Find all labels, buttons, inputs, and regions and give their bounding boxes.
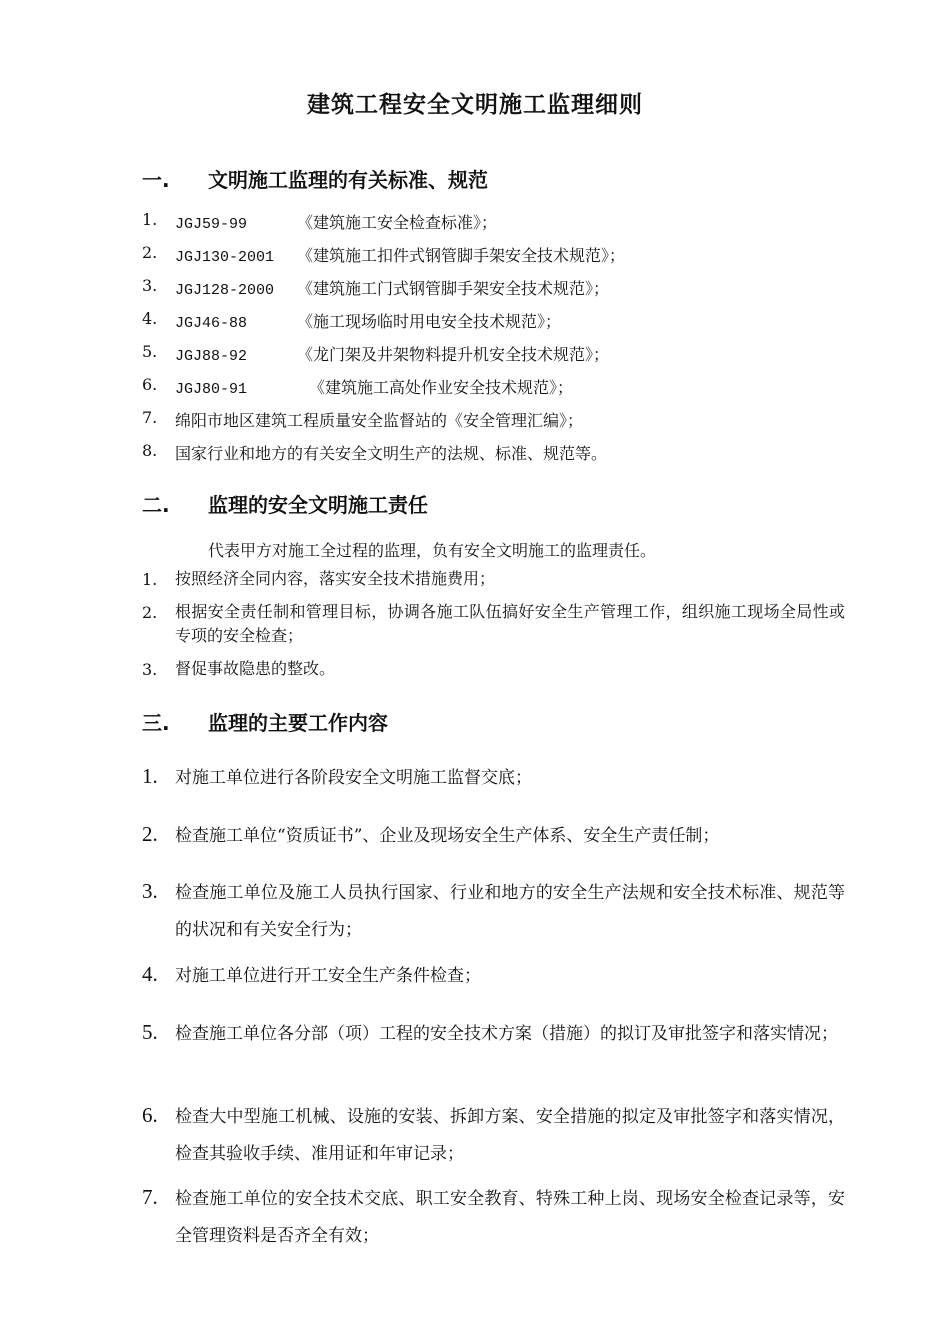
section-intro: 代表甲方对施工全过程的监理，负有安全文明施工的监理责任。 xyxy=(208,541,657,560)
item-number: 1. xyxy=(142,210,158,229)
section-1-heading xyxy=(142,164,488,193)
item-text: 《建筑施工扣件式钢管脚手架安全技术规范》； xyxy=(297,246,626,265)
item-text: 《施工现场临时用电安全技术规范》； xyxy=(297,312,562,331)
standard-code: JGJ130-2001 xyxy=(175,249,275,266)
item-number: 5. xyxy=(142,1020,158,1044)
item-number: 2. xyxy=(142,822,158,846)
item-number: 6. xyxy=(142,1103,158,1127)
item-text: 对施工单位进行各阶段安全文明施工监督交底； xyxy=(175,768,532,788)
item-text: 检查施工单位及施工人员执行国家、行业和地方的安全生产法规和安全技术标准、规范等的状况和有关安全行为； xyxy=(175,883,845,940)
item-number: 4. xyxy=(142,962,158,986)
item-number: 1. xyxy=(142,764,158,788)
item-text: 督促事故隐患的整改。 xyxy=(175,659,336,678)
item-text: 绵阳市地区建筑工程质量安全监督站的《安全管理汇编》； xyxy=(175,411,584,430)
item-number: 5. xyxy=(142,342,158,361)
item-text: 《建筑施工高处作业安全技术规范》； xyxy=(309,378,574,397)
section-number: 一. xyxy=(142,168,170,192)
item-number: 8. xyxy=(142,441,158,460)
standard-code: JGJ59-99 xyxy=(175,216,248,233)
item-number: 2. xyxy=(142,243,158,262)
item-text: 《龙门架及井架物料提升机安全技术规范》； xyxy=(297,345,610,364)
item-text: 按照经济全同内容，落实安全技术措施费用； xyxy=(175,569,496,588)
standard-code: JGJ88-92 xyxy=(175,348,248,365)
item-text: 《建筑施工安全检查标准》； xyxy=(297,213,498,232)
standard-code: JGJ46-88 xyxy=(175,315,248,332)
section-title: 监理的主要工作内容 xyxy=(208,711,388,735)
item-text: 检查施工单位“资质证书”、企业及现场安全生产体系、安全生产责任制； xyxy=(175,826,720,846)
item-number: 6. xyxy=(142,375,158,394)
item-number: 7. xyxy=(142,408,158,427)
item-number: 3. xyxy=(142,276,158,295)
item-text: 检查施工单位的安全技术交底、职工安全教育、特殊工种上岗、现场安全检查记录等，安全管理资料是否齐全有效； xyxy=(175,1189,845,1246)
document-title: 建筑工程安全文明施工监理细则 xyxy=(307,91,643,118)
item-number: 2. xyxy=(142,603,158,622)
item-text: 根据安全责任制和管理目标，协调各施工队伍搞好安全生产管理工作，组织施工现场全局性或专项的安全检查； xyxy=(175,602,845,645)
section-number: 二. xyxy=(142,493,170,517)
item-number: 1. xyxy=(142,570,158,589)
standard-code: JGJ80-91 xyxy=(175,381,248,398)
section-number: 三. xyxy=(142,711,170,735)
item-number: 7. xyxy=(142,1185,158,1209)
section-title: 文明施工监理的有关标准、规范 xyxy=(208,168,488,192)
item-text: 检查施工单位各分部（项）工程的安全技术方案（措施）的拟订及审批签字和落实情况； xyxy=(175,1024,838,1044)
item-number: 3. xyxy=(142,879,158,903)
item-number: 3. xyxy=(142,660,158,679)
section-2-heading xyxy=(142,489,428,518)
section-title: 监理的安全文明施工责任 xyxy=(208,493,428,517)
section-3-heading xyxy=(142,707,388,736)
item-number: 4. xyxy=(142,309,158,328)
item-text: 检查大中型施工机械、设施的安装、拆卸方案、安全措施的拟定及审批签字和落实情况，检查其验收手续、准用证和年审记录； xyxy=(175,1107,845,1164)
standard-code: JGJ128-2000 xyxy=(175,282,275,299)
item-text: 对施工单位进行开工安全生产条件检查； xyxy=(175,966,481,986)
item-text: 《建筑施工门式钢管脚手架安全技术规范》； xyxy=(297,279,610,298)
item-text: 国家行业和地方的有关安全文明生产的法规、标准、规范等。 xyxy=(175,444,608,463)
